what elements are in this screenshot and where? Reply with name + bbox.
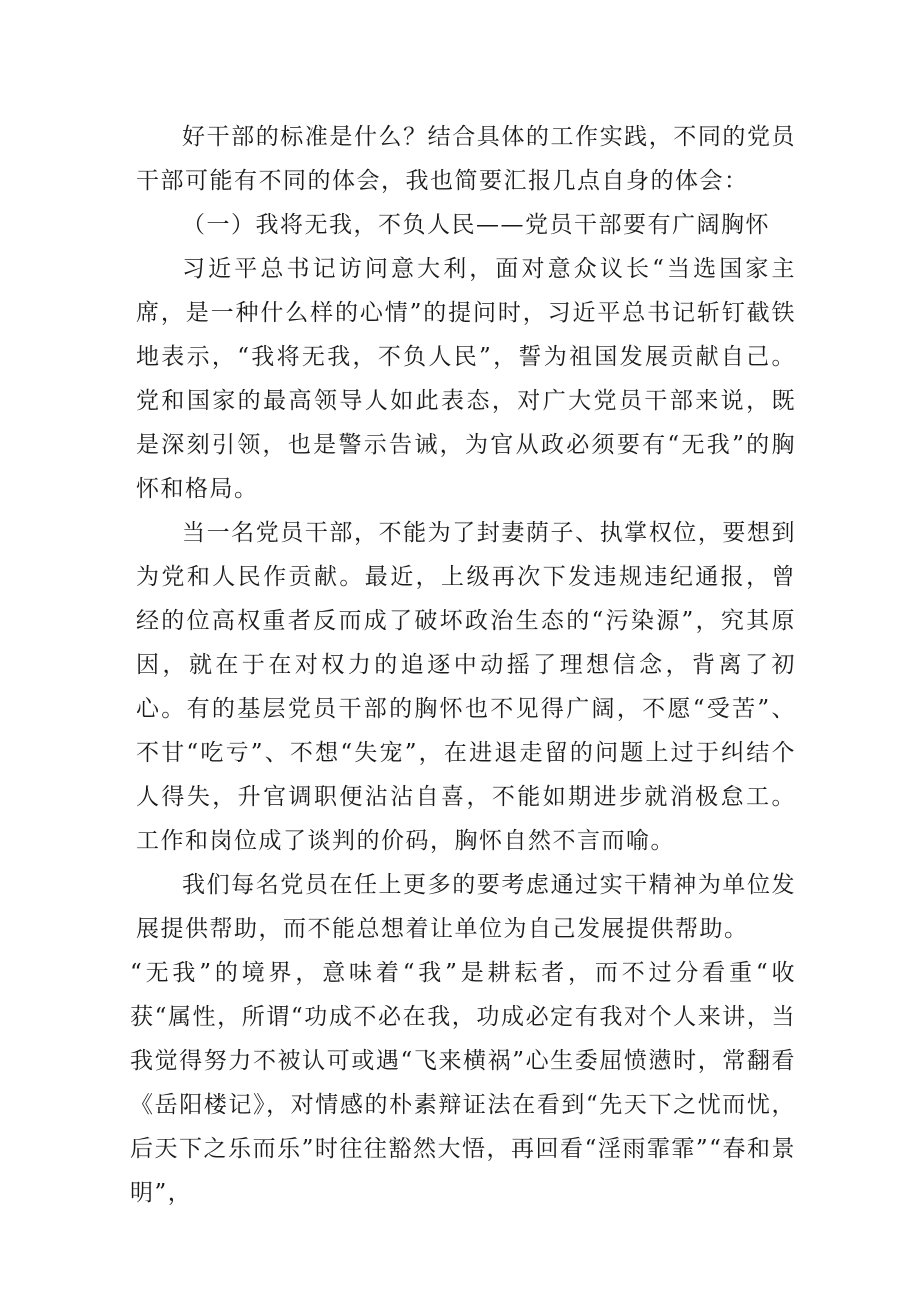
paragraph-selfless: “无我”的境界，意味着“我”是耕耘者，而不过分看重“收获“属性，所谓“功成不必在我，功成必定有我对个人来讲，当我觉得努力不被认可或遇“飞来横祸”心生委屈愤懑时，常翻看《岳阳楼记》，对情感的朴素辩证法在看到“先天下之忧而忧，后天下之乐而乐”时往往豁然大悟，再回看“淫雨霏霏”“春和景明”， xyxy=(130,960,796,1206)
paragraph-xi-visit: 习近平总书记访问意大利，面对意众议长“当选国家主席，是一种什么样的心情”的提问时，习近平总书记斩钉截铁地表示，“我将无我，不负人民”，誓为祖国发展贡献自己。党和国家的最高领导人如此表态，对广大党员干部来说，既是深刻引领，也是警示告诫，为官从政必须要有“无我”的胸怀和格局。 xyxy=(136,256,796,502)
section-heading: （一）我将无我，不负人民——党员干部要有广阔胸怀 xyxy=(182,212,770,238)
paragraph-party-member: 当一名党员干部，不能为了封妻荫子、执掌权位，要想到为党和人民作贡献。最近，上级再次下发违规违纪通报，曾经的位高权重者反而成了破坏政治生态的“污染源”，究其原因，就在于在对权力的追逐中动摇了理想信念，背离了初心。有的基层党员干部的胸怀也不见得广阔，不愿“受苦”、不甘“吃亏”、不想“失宠”，在进退走留的问题上过于纠结个人得失，升官调职便沾沾自喜，不能如期进步就消极怠工。工作和岗位成了谈判的价码，胸怀自然不言而喻。 xyxy=(136,520,796,854)
paragraph-intro: 好干部的标准是什么？结合具体的工作实践，不同的党员干部可能有不同的体会，我也简要汇报几点自身的体会： xyxy=(136,124,796,194)
document-body xyxy=(130,115,796,1215)
paragraph-contribution: 我们每名党员在任上更多的要考虑通过实干精神为单位发展提供帮助，而不能总想着让单位为自己发展提供帮助。 xyxy=(136,872,796,942)
